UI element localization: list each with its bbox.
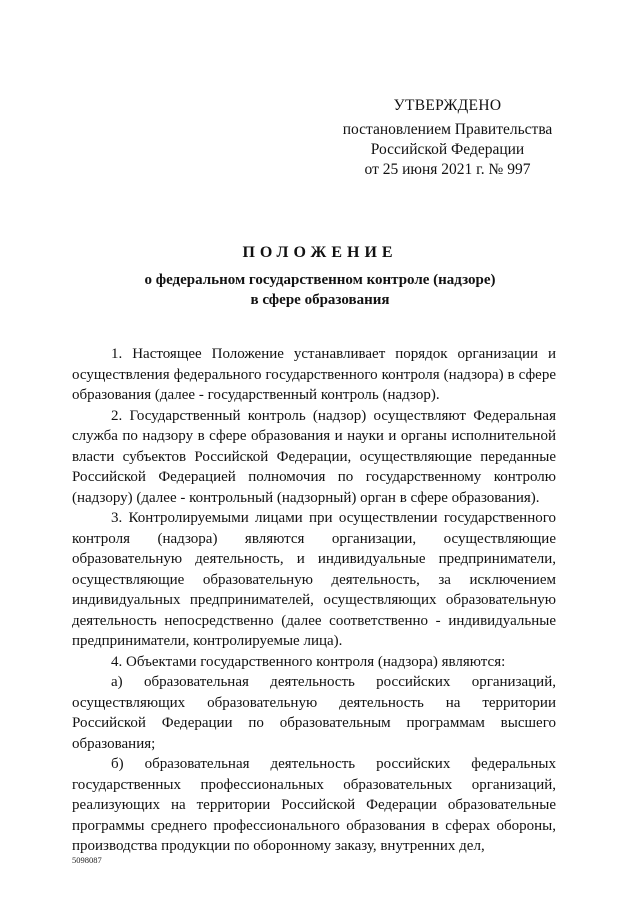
paragraph-4a: а) образовательная деятельность российских организаций, осуществляющих образовательную деятельность на территории Российской Федерации по образовательным программам высшего образования; (72, 674, 556, 752)
paragraph-4b: б) образовательная деятельность российских федеральных государственных профессиональных образовательных организаций, реализующих на территории Российской Федерации образовательные программы среднего профессионального образования в сферах обороны, производства продукции по оборонному заказу, внутренних дел, (72, 756, 556, 854)
subtitle-line-1: о федеральном государственном контроле (надзоре) (144, 272, 496, 288)
footer-document-code: 5098087 (72, 855, 102, 865)
document-title: ПОЛОЖЕНИЕ (242, 244, 398, 261)
paragraph-1: 1. Настоящее Положение устанавливает порядок организации и осуществления федерального государственного контроля (надзора) в сфере образования (далее - государственный контроль (надзор). (72, 346, 556, 403)
paragraph-3: 3. Контролируемыми лицами при осуществлении государственного контроля (надзора) являются организации, осуществляющие образовательную деятельность, и индивидуальные предприниматели, осуществляющие образовательную деятельность, за исключением индивидуальных предпринимателей, осуществляющих образовательную деятельность непосредственно (далее соответственно - индивидуальные предприниматели, контролируемые лица). (72, 510, 556, 649)
paragraph-2: 2. Государственный контроль (надзор) осуществляют Федеральная служба по надзору в сфере образования и науки и органы исполнительной власти субъектов Российской Федерации, осуществляющие переданные Российской Федерацией полномочия по государственному контролю (надзору) (далее - контрольный (надзорный) орган в сфере образования). (72, 407, 556, 506)
approval-line-1: постановлением Правительства (342, 121, 553, 138)
document-heading (60, 242, 580, 310)
document-body (72, 344, 556, 857)
approval-stamp (340, 96, 555, 180)
paragraph-4: 4. Объектами государственного контроля (надзора) являются: (111, 653, 506, 670)
document-subtitle (60, 270, 580, 310)
approval-line-3: от 25 июня 2021 г. № 997 (364, 161, 531, 178)
approval-line-2: Российской Федерации (370, 141, 525, 158)
subtitle-line-2: в сфере образования (250, 292, 390, 308)
approval-title: УТВЕРЖДЕНО (393, 97, 502, 114)
